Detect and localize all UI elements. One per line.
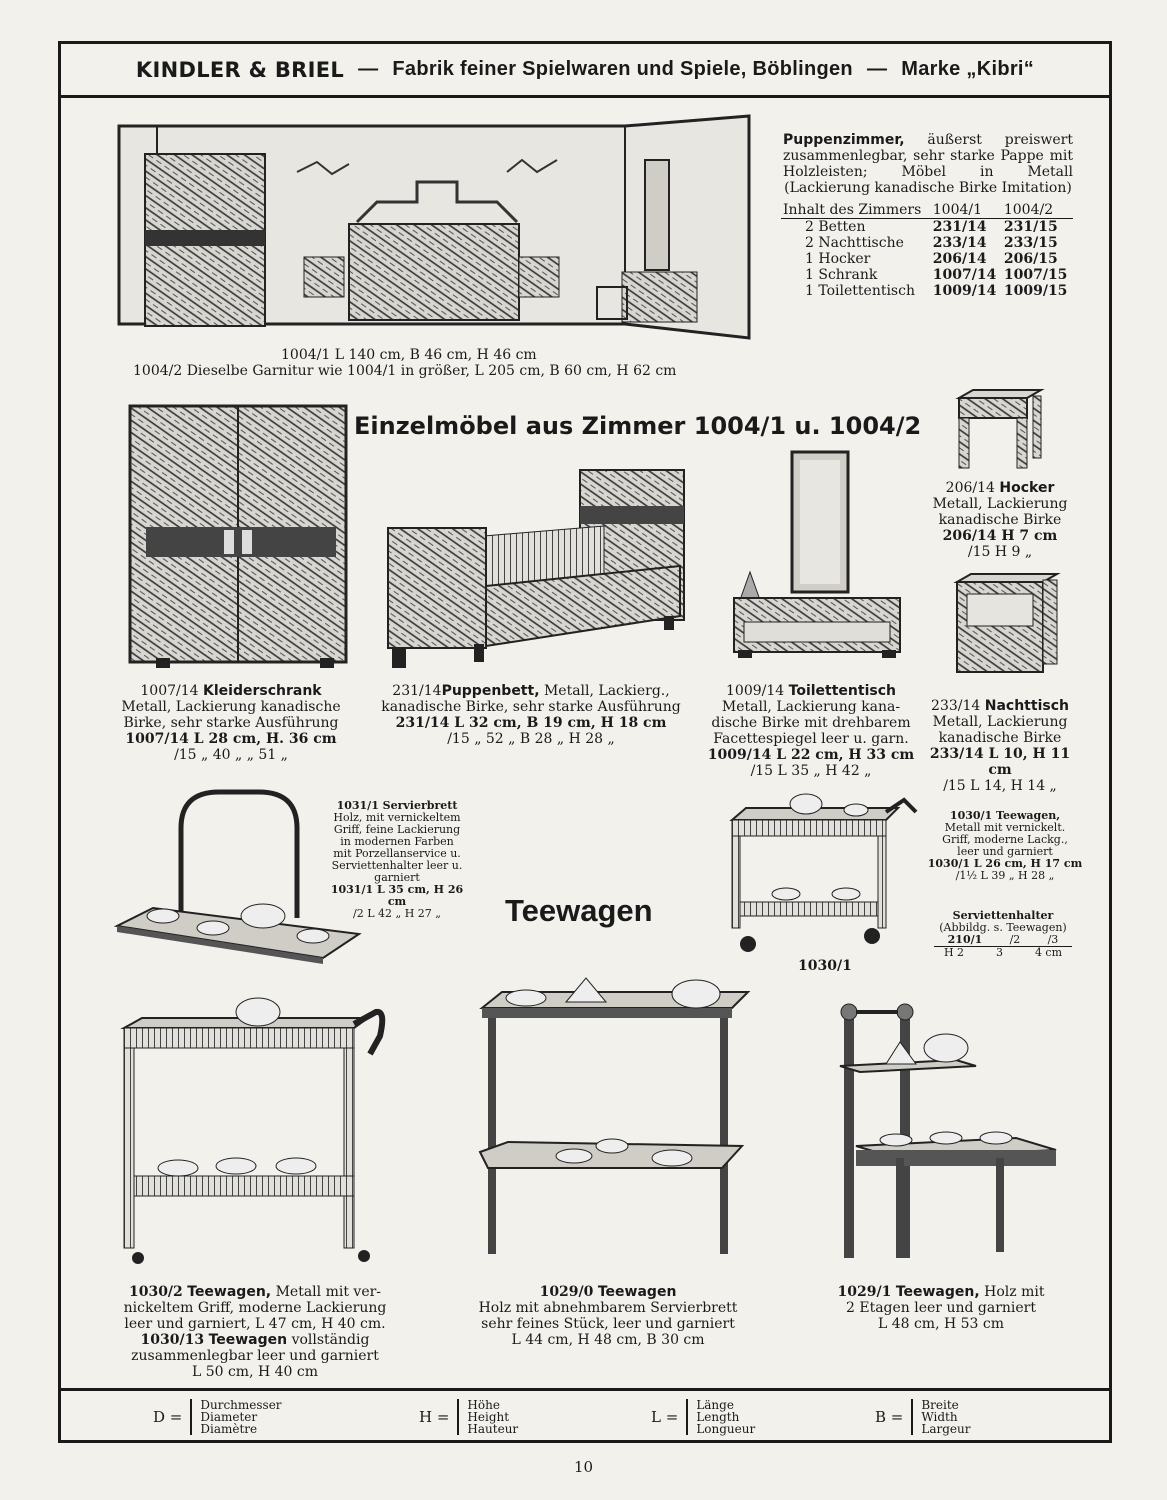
page-number: 10 — [573, 1458, 594, 1476]
nightstand-text: 233/14 Nachttisch Metall, Lackierung kanadische Birke 233/14 L 10, H 11 cm /15 L 14, H 14 „ — [929, 698, 1071, 794]
tea-cart-1029-0-illustration — [476, 972, 756, 1264]
room-illustration — [117, 112, 751, 342]
room-contents-table: Inhalt des Zimmers 1004/1 1004/2 2 Betten 231/14 231/15 2 Nachttische 233/14 233/15 1 Hocker 206/14 206/15 1 Schrank 1007/14 1007/15 1 Toilettentisch 1009/14 1009/15 — [781, 202, 1073, 299]
tea-cart-1030-1-illustration — [726, 790, 920, 956]
tea-cart-1029-1-text: 1029/1 Teewagen, Holz mit 2 Etagen leer und garniert L 48 cm, H 53 cm — [837, 1284, 1045, 1332]
teewagen-heading: Teewagen — [505, 893, 653, 928]
tea-cart-1030-1-caption: 1030/1 — [798, 958, 852, 974]
stool-text: 206/14 Hocker Metall, Lackierung kanadische Birke 206/14 H 7 cm /15 H 9 „ — [932, 480, 1068, 560]
company-desc: Fabrik feiner Spielwaren und Spiele, Böblingen — [392, 58, 853, 80]
serving-tray-text: 1031/1 Servierbrett Holz, mit vernickeltem Griff, feine Lackierung in modernen Farben mit Porzellanservice u. Serviettenhalter leer u. garniert 1031/1 L 35 cm, H 26 cm /2 L 42 „ H 27 „ — [330, 799, 464, 920]
tea-cart-1029-1-illustration — [836, 1000, 1062, 1266]
napkin-holder-text: Serviettenhalter (Abbildg. s. Teewagen) 210/1 /2 /3 H 2 3 4 cm — [928, 910, 1078, 959]
tea-cart-1030-1-text: 1030/1 Teewagen, Metall mit vernickelt. Griff, moderne Lackg., leer und garniert 1030/1 L 26 cm, H 17 cm /1½ L 39 „ H 28 „ — [927, 809, 1083, 882]
table-row: 1 Schrank 1007/14 1007/15 — [805, 267, 1068, 283]
legend-item-l: L = Länge Length Longueur — [651, 1398, 756, 1436]
legend-item-b: B = Breite Width Largeur — [875, 1398, 971, 1436]
table-row: 2 Betten 231/14 231/15 — [805, 219, 1058, 235]
room-caption-2: 1004/2 Dieselbe Garnitur wie 1004/1 in größer, L 205 cm, B 60 cm, H 62 cm — [133, 363, 677, 379]
stool-illustration — [953, 386, 1045, 474]
room-caption-1: 1004/1 L 140 cm, B 46 cm, H 46 cm — [281, 347, 537, 363]
tea-cart-1029-0-text: 1029/0 Teewagen Holz mit abnehmbarem Servierbrett sehr feines Stück, leer und garniert L 44 cm, H 48 cm, B 30 cm — [478, 1284, 738, 1348]
legend-item-d: D = Durchmesser Diameter Diamètre — [153, 1398, 282, 1436]
tea-cart-1030-2-illustration — [118, 996, 390, 1266]
tea-cart-1030-2-text: 1030/2 Teewagen, Metall mit ver- nickeltem Griff, moderne Lackierung leer und garniert, L 47 cm, H 40 cm. 1030/13 Teewagen vollständig zusammenlegbar leer und garniert L 50 cm, H 40 cm — [123, 1284, 387, 1380]
brand-name: KINDLER & BRIEL — [135, 57, 345, 82]
table-row: 1 Hocker 206/14 206/15 — [805, 251, 1058, 267]
table-row: 2 Nachttische 233/14 233/15 — [805, 235, 1058, 251]
dressing-table-text: 1009/14 Toilettentisch Metall, Lackierung kana- dische Birke mit drehbarem Facettespiegel leer u. garn. 1009/14 L 22 cm, H 33 cm /15 L 35 „ H 42 „ — [707, 683, 915, 779]
legend-item-h: H = Höhe Height Hauteur — [419, 1398, 519, 1436]
table-row: 1 Toilettentisch 1009/14 1009/15 — [805, 283, 1068, 299]
wardrobe-illustration — [126, 402, 352, 670]
nightstand-illustration — [953, 572, 1061, 678]
room-description: Puppenzimmer, äußerst preiswert zusammenlegbar, sehr starke Pappe mit Holzleisten; Möbel in Metall (Lackierung kanadische Birke Imitation) — [783, 132, 1073, 196]
wardrobe-text: 1007/14 Kleiderschrank Metall, Lackierung kanadische Birke, sehr starke Ausführung 1007/14 L 28 cm, H. 36 cm /15 „ 40 „ „ 51 „ — [121, 683, 341, 763]
dressing-table-illustration — [730, 450, 906, 660]
page-header: KINDLER & BRIEL — Fabrik feiner Spielwaren und Spiele, Böblingen — Marke „Kibri“ — [61, 44, 1109, 98]
doll-bed-text: 231/14Puppenbett, Metall, Lackierg., kanadische Birke, sehr starke Ausführung 231/14 L 32 cm, B 19 cm, H 18 cm /15 „ 52 „ B 28 „ H 28 „ — [381, 683, 681, 747]
brand-mark: Marke „Kibri“ — [901, 58, 1035, 80]
doll-bed-illustration — [384, 466, 690, 670]
single-furniture-heading: Einzelmöbel aus Zimmer 1004/1 u. 1004/2 — [354, 412, 922, 440]
abbreviation-legend — [61, 1388, 1109, 1443]
